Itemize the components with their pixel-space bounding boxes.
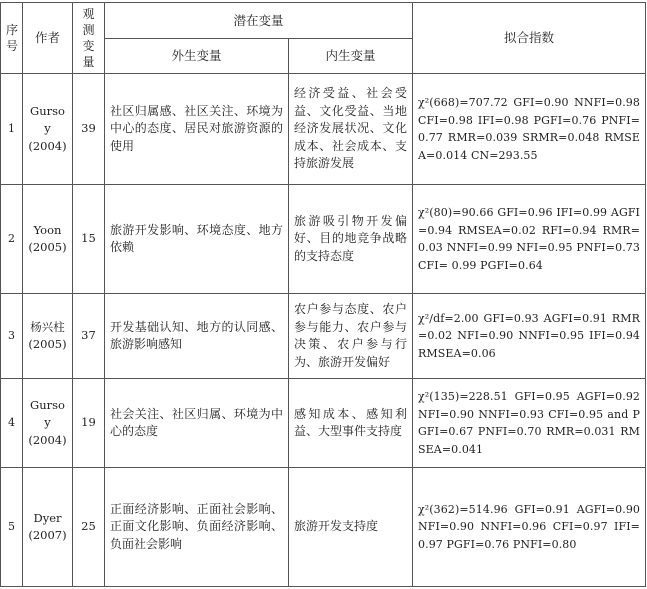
author-name: 杨兴柱 [30,319,65,334]
author-name: Dyer [33,510,62,525]
row-endogenous: 旅游吸引物开发偏好、目的地竞争战略的支持态度 [289,185,413,294]
row-fit: χ²/df=2.00 GFI=0.93 AGFI=0.91 RMR=0.02 NFI=0.90 NNFI=0.95 IFI=0.94 RMSEA=0.06 [413,294,646,379]
header-observed: 观测变量 [73,3,105,74]
row-fit: χ²(668)=707.72 GFI=0.90 NNFI=0.98 CFI=0.98 IFI=0.98 PGFI=0.76 PNFI=0.77 RMR=0.039 SRMR=0.048 RMSEA=0.014 CN=293.55 [413,74,646,185]
author-name: Gursoy [30,103,65,136]
row-no: 5 [1,468,23,587]
table-header [1,3,646,74]
row-author [23,379,73,468]
row-no: 2 [1,185,23,294]
row-observed: 19 [73,379,105,468]
table-row [1,185,646,294]
row-endogenous: 农户参与态度、农户参与能力、农户参与决策、农户参与行为、旅游开发偏好 [289,294,413,379]
header-fit: 拟合指数 [413,3,646,74]
row-endogenous: 旅游开发支持度 [289,468,413,587]
row-exogenous: 社会关注、社区归属、环境为中心的态度 [105,379,289,468]
header-latent: 潜在变量 [105,3,413,39]
row-exogenous: 正面经济影响、正面社会影响、正面文化影响、负面经济影响、负面社会影响 [105,468,289,587]
row-endogenous: 感知成本、感知利益、大型事件支持度 [289,379,413,468]
row-no: 1 [1,74,23,185]
header-author: 作者 [23,3,73,74]
row-exogenous: 旅游开发影响、环境态度、地方依赖 [105,185,289,294]
table-row [1,294,646,379]
table-row [1,468,646,587]
row-author [23,185,73,294]
row-observed: 25 [73,468,105,587]
row-author [23,294,73,379]
row-observed: 39 [73,74,105,185]
header-endogenous: 内生变量 [289,38,413,74]
author-year: (2004) [28,138,67,153]
row-fit: χ²(135)=228.51 GFI=0.95 AGFI=0.92 NFI=0.90 NNFI=0.93 CFI=0.95 and PGFI=0.67 PNFI=0.70 RMR=0.031 RMSEA=0.041 [413,379,646,468]
row-fit: χ²(80)=90.66 GFI=0.96 IFI=0.99 AGFI=0.94 RMSEA=0.02 RFI=0.94 RMR=0.03 NNFI=0.99 NFI=0.95 PNFI=0.73 CFI= 0.99 PGFI=0.64 [413,185,646,294]
table-row [1,379,646,468]
row-no: 4 [1,379,23,468]
header-no: 序号 [1,3,23,74]
author-year: (2004) [28,432,67,447]
sem-comparison-table [0,2,646,587]
row-author [23,468,73,587]
table-row [1,74,646,185]
row-author [23,74,73,185]
row-no: 3 [1,294,23,379]
row-endogenous: 经济受益、社会受益、文化受益、当地经济发展状况、文化成本、社会成本、支持旅游发展 [289,74,413,185]
row-exogenous: 开发基础认知、地方的认同感、旅游影响感知 [105,294,289,379]
row-observed: 37 [73,294,105,379]
row-fit: χ²(362)=514.96 GFI=0.91 AGFI=0.90 NFI=0.90 NNFI=0.96 CFI=0.97 IFI=0.97 PGFI=0.76 PNFI=0.80 [413,468,646,587]
row-observed: 15 [73,185,105,294]
author-name: Yoon [33,222,62,237]
row-exogenous: 社区归属感、社区关注、环境为中心的态度、居民对旅游资源的使用 [105,74,289,185]
author-year: (2005) [28,240,67,254]
author-year: (2007) [28,528,67,542]
author-name: Gursoy [30,397,65,430]
author-year: (2005) [28,337,67,351]
header-exogenous: 外生变量 [105,38,289,74]
